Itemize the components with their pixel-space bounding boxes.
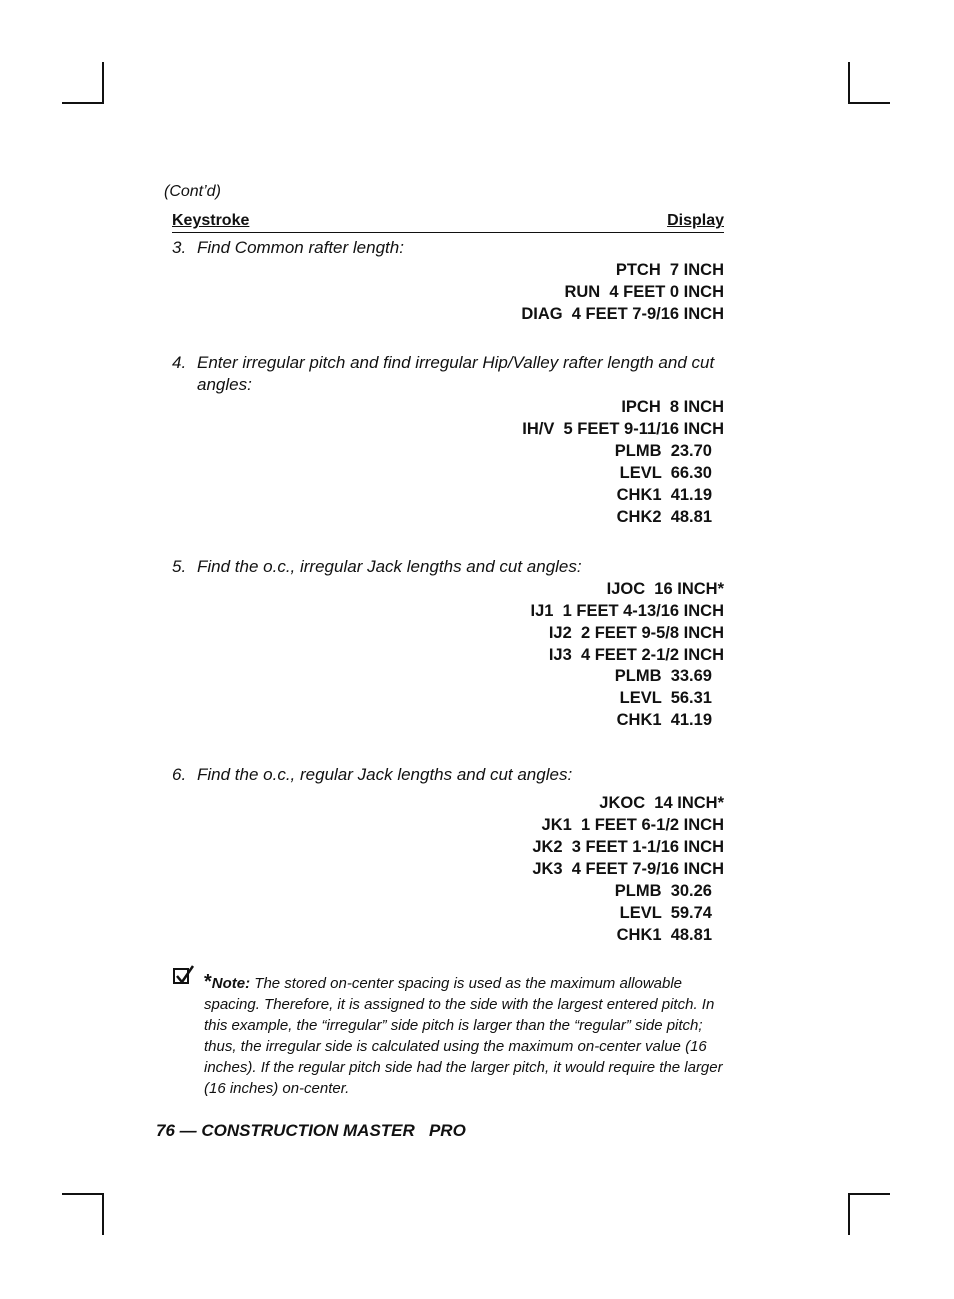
display-line: CHK1 41.19 [616, 711, 712, 729]
display-line: DIAG 4 FEET 7-9/16 INCH [521, 305, 724, 323]
crop-mark-top-left-h [62, 102, 104, 104]
display-line: RUN 4 FEET 0 INCH [564, 283, 724, 301]
display-line: PTCH 7 INCH [615, 261, 724, 279]
display-line: IJ3 4 FEET 2-1/2 INCH [548, 646, 724, 664]
display-line: LEVL 59.74 [619, 904, 712, 922]
step-6 [172, 764, 724, 786]
display-line: PLMB 33.69 [614, 667, 712, 685]
crop-mark-top-left-v [102, 62, 104, 104]
crop-mark-bottom-left-v [102, 1193, 104, 1235]
display-line: LEVL 66.30 [619, 464, 712, 482]
step-number: 6. [172, 765, 187, 784]
display-line: JK2 3 FEET 1-1/16 INCH [532, 838, 724, 856]
crop-mark-top-right-v [848, 62, 850, 104]
step-3 [172, 237, 724, 259]
display-line: IJOC 16 INCH* [606, 580, 724, 598]
display-line: JKOC 14 INCH* [599, 794, 724, 812]
step-text: Find the o.c., regular Jack lengths and cut angles: [197, 765, 573, 784]
display-line: JK1 1 FEET 6-1/2 INCH [541, 816, 724, 834]
step-text: Enter irregular pitch and find irregular Hip/Valley rafter length and cut angles: [197, 353, 715, 394]
crop-mark-top-right-h [848, 102, 890, 104]
step-4 [172, 352, 724, 396]
note-text: The stored on-center spacing is used as the maximum allowable spacing. Therefore, it is assigned to the side with the largest entered pitch. In this example, the “irregular” side pitch is larger than the “regular” side pitch; thus, the irregular side is calculated using the maximum on-center value (16 inches). If the regular pitch side had the larger pitch, it would require the larger (16 inches) on-center. [204, 975, 723, 1097]
step-text: Find Common rafter length: [197, 238, 404, 257]
step-text: Find the o.c., irregular Jack lengths and cut angles: [197, 557, 582, 576]
step-number: 5. [172, 557, 187, 576]
display-heading: Display [667, 212, 724, 229]
note-paragraph [204, 972, 724, 1099]
display-line: PLMB 23.70 [614, 442, 712, 460]
note-asterisk: * [204, 971, 212, 993]
display-line: CHK1 41.19 [616, 486, 712, 504]
table-header [172, 212, 724, 233]
display-line: CHK1 48.81 [616, 926, 712, 944]
step-number: 3. [172, 238, 187, 257]
display-line: LEVL 56.31 [619, 689, 712, 707]
display-line: IPCH 8 INCH [621, 398, 724, 416]
display-line: JK3 4 FEET 7-9/16 INCH [532, 860, 724, 878]
crop-mark-bottom-right-h [848, 1193, 890, 1195]
crop-mark-bottom-right-v [848, 1193, 850, 1235]
page-footer: 76 — CONSTRUCTION MASTER PRO [156, 1121, 466, 1140]
crop-mark-bottom-left-h [62, 1193, 104, 1195]
display-line: IJ2 2 FEET 9-5/8 INCH [548, 624, 724, 642]
step-5 [172, 556, 724, 578]
display-line: IJ1 1 FEET 4-13/16 INCH [530, 602, 724, 620]
continued-label: (Cont’d) [164, 183, 221, 200]
display-line: PLMB 30.26 [614, 882, 712, 900]
step-number: 4. [172, 353, 187, 372]
display-line: IH/V 5 FEET 9-11/16 INCH [522, 420, 724, 438]
checkbox-icon [173, 968, 189, 984]
keystroke-heading: Keystroke [172, 212, 250, 229]
display-line: CHK2 48.81 [616, 508, 712, 526]
note-label: Note: [211, 975, 251, 992]
